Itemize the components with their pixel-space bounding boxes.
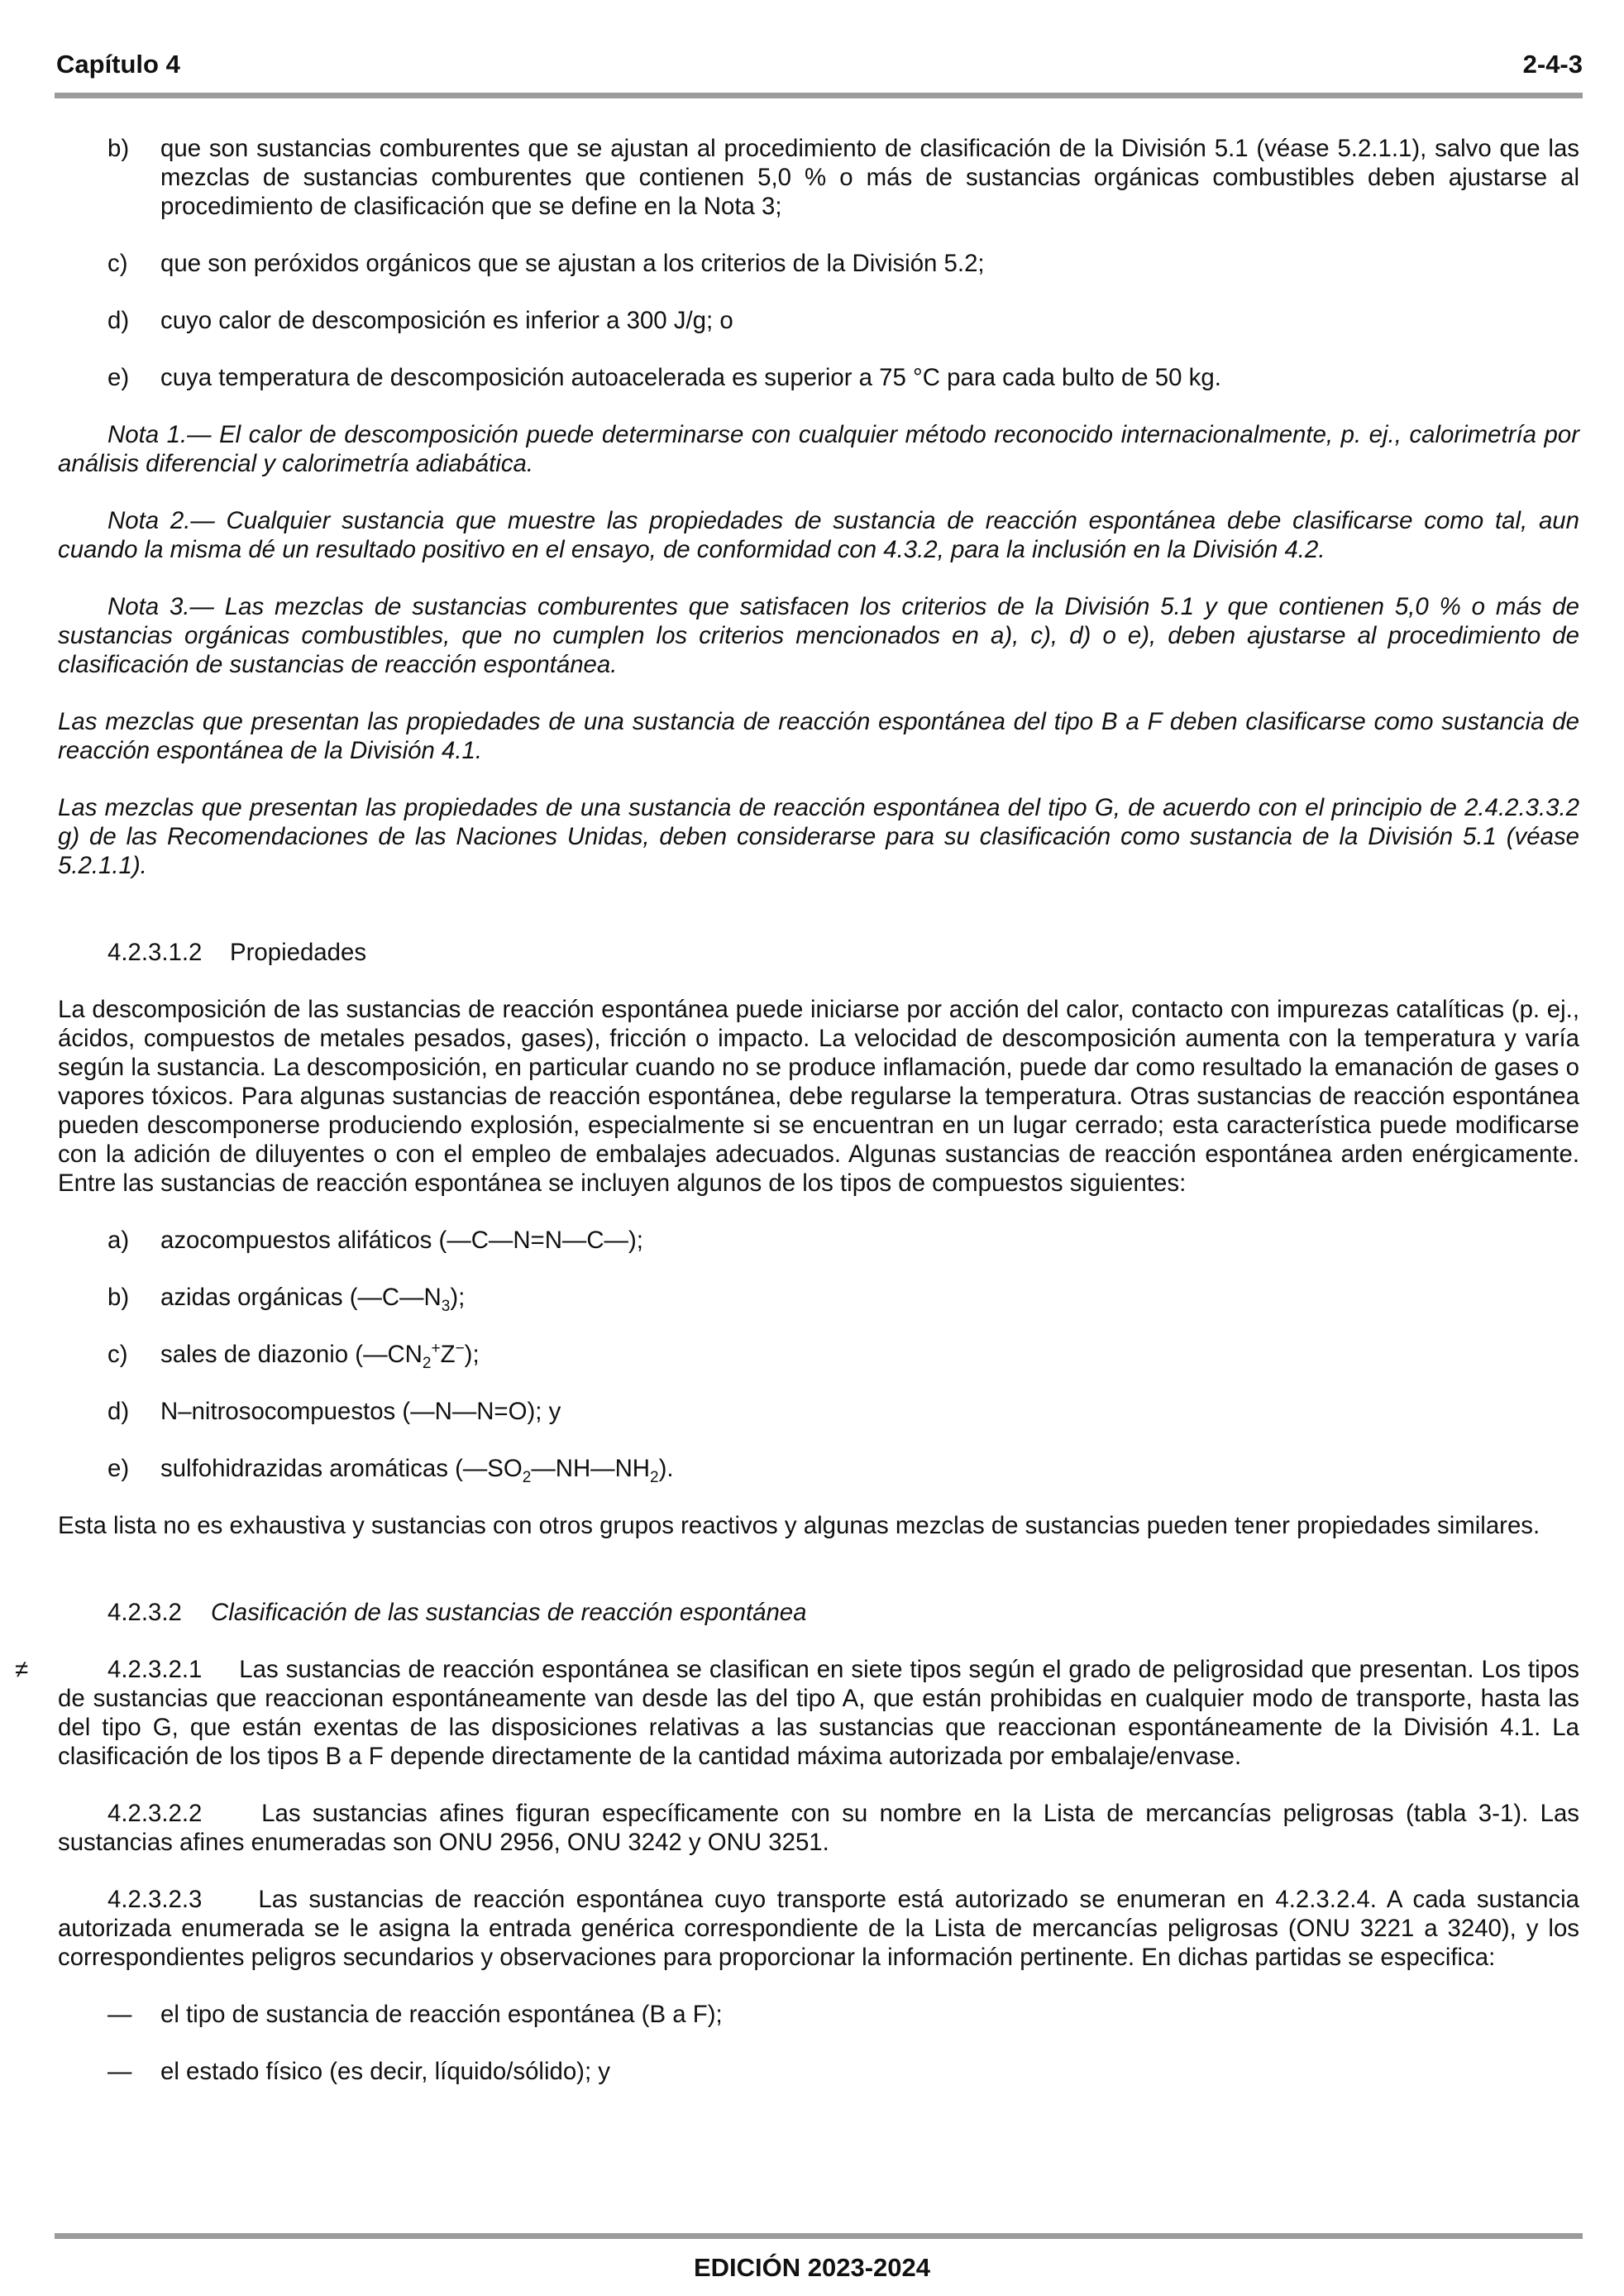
paragraph-number: 4.2.3.2.2 [107,1800,203,1827]
list-text: que son sustancias comburentes que se ajustan al procedimiento de clasificación de la División 5.1 (véase 5.2.1.1), salvo que las mezclas de sustancias comburentes que contienen 5,0 % o más de sustancias orgánicas combustibles deben ajustarse al procedimiento de clasificación que se define en la Nota 3; [160,135,1579,220]
compound-item [58,1397,1579,1426]
section-heading-4-2-3-2 [58,1598,1579,1627]
list-label: a) [107,1227,130,1254]
edition-footer: EDICIÓN 2023-2024 [693,2253,931,2282]
section-title: Propiedades [230,939,367,966]
list-text: cuyo calor de descomposición es inferior a 300 J/g; o [160,307,733,334]
list-label: d) [107,1398,130,1425]
list-label: d) [107,307,130,334]
paragraph-body [58,1655,1579,1771]
compound-item [58,1340,1579,1372]
dash-label: — [107,2058,132,2085]
section-title: Clasificación de las sustancias de reacción espontánea [211,1599,807,1626]
page-header [56,50,1583,79]
list-label: e) [107,1455,130,1482]
compound-text: azidas orgánicas $(—C—N_3)$; [160,1284,466,1315]
dash-label: — [107,2001,132,2028]
list-label: c) [107,1341,128,1368]
list-label: b) [107,1284,130,1311]
paragraph-text: Las sustancias de reacción espontánea se clasifican en siete tipos según el grado de peligrosidad que presentan. Los tipos de sustancias que reaccionan espontáneamente van desde las del tipo A, que están prohibidas en cualquier modo de transporte, hasta las del tipo G, que están exentas de las disposiciones relativas a las sustancias que reaccionan espontáneamente de la División 4.1. La clasificación de los tipos B a F depende directamente de la cantidad máxima autorizada por embalaje/envase. [58,1656,1579,1770]
list-note-paragraph: Esta lista no es exhaustiva y sustancias con otros grupos reactivos y algunas mezclas de sustancias pueden tener propiedades similares. [58,1512,1540,1539]
dash-text: el tipo de sustancia de reacción espontánea (B a F); [160,2001,723,2028]
note-3: Nota 3.— Las mezclas de sustancias comburentes que satisfacen los criterios de la División 5.1 y que contienen 5,0 % o más de sustancias orgánicas combustibles, que no cumplen los criterios mencionados en a), c), d) o e), deben ajustarse al procedimiento de clasificación de sustancias de reacción espontánea. [58,593,1579,678]
paragraph-number: 4.2.3.2.1 [107,1656,203,1683]
paragraph-text: Las sustancias de reacción espontánea cuyo transporte está autorizado se enumeran en 4.2.3.2.4. A cada sustancia autorizada enumerada se le asigna la entrada genérica correspondiente de la Lista de mercancías peligrosas (ONU 3221 a 3240), y los correspondientes peligros secundarios y observaciones para proporcionar la información pertinente. En dichas partidas se especifica: [58,1886,1579,1971]
chapter-title: Capítulo 4 [56,50,180,79]
note-2: Nota 2.— Cualquier sustancia que muestre las propiedades de sustancia de reacción espontánea debe clasificarse como tal, aun cuando la misma dé un resultado positivo en el ensayo, de conformidad con 4.3.2, para la inclusión en la División 4.2. [58,507,1579,563]
compound-text: azocompuestos alifáticos (—C—N=N—C—); [160,1227,643,1254]
italic-paragraph: Las mezclas que presentan las propiedades de una sustancia de reacción espontánea del tipo B a F deben clasificarse como sustancia de reacción espontánea de la División 4.1. [58,708,1579,764]
paragraph-4-2-3-2-1 [15,1655,1579,1771]
compound-text: N–nitrosocompuestos (—N—N=O); y [160,1398,561,1425]
note-1: Nota 1.— El calor de descomposición puede determinarse con cualquier método reconocido internacionalmente, p. ej., calorimetría por análisis diferencial y calorimetría adiabática. [58,421,1579,477]
properties-paragraph: La descomposición de las sustancias de reacción espontánea puede iniciarse por acción del calor, contacto con impurezas catalíticas (p. ej., ácidos, compuestos de metales pesados, gases), fricción o impacto. La velocidad de descomposición aumenta con la temperatura y varía según la sustancia. La descomposición, en particular cuando no se produce inflamación, puede dar como resultado la emanación de gases o vapores tóxicos. Para algunas sustancias de reacción espontánea, debe regularse la temperatura. Otras sustancias de reacción espontánea pueden descomponerse produciendo explosión, especialmente si se encuentran en un lugar cerrado; esta característica puede modificarse con la adición de diluyentes o con el empleo de embalajes adecuados. Algunas sustancias de reacción espontánea arden enérgicamente. Entre las sustancias de reacción espontánea se incluyen algunos de los tipos de compuestos siguientes: [58,996,1579,1197]
footer-rule [55,2233,1583,2239]
paragraph-text: Las sustancias afines figuran específicamente con su nombre en la Lista de mercancías peligrosas (tabla 3-1). Las sustancias afines enumeradas son ONU 2956, ONU 3242 y ONU 3251. [58,1800,1579,1856]
list-item [58,363,1579,392]
paragraph-4-2-3-2-2 [58,1799,1579,1857]
list-text: que son peróxidos orgánicos que se ajustan a los criterios de la División 5.2; [160,250,985,277]
list-item [58,134,1579,221]
paragraph-number: 4.2.3.2.3 [107,1886,203,1913]
page-number: 2-4-3 [1522,50,1583,79]
compound-item [58,1226,1579,1255]
list-label: e) [107,364,130,391]
list-label: b) [107,135,130,162]
compound-text: sales de diazonio $(—CN_2^+Z^-)$; [160,1340,480,1372]
compound-item [58,1454,1579,1486]
page-content [15,134,1579,2114]
dash-item [58,2057,1579,2086]
compound-text: sulfohidrazidas aromáticas $(—SO_2—NH—NH_2)$. [160,1455,674,1486]
paragraph-4-2-3-2-3 [58,1885,1579,1972]
change-mark: ≠ [15,1656,29,1683]
section-number: 4.2.3.1.2 [107,939,203,966]
italic-paragraph: Las mezclas que presentan las propiedades de una sustancia de reacción espontánea del tipo G, de acuerdo con el principio de 2.4.2.3.3.2 g) de las Recomendaciones de las Naciones Unidas, deben considerarse para su clasificación como sustancia de la División 5.1 (véase 5.2.1.1). [58,794,1579,879]
list-item [58,249,1579,278]
dash-text: el estado físico (es decir, líquido/sólido); y [160,2058,610,2085]
section-number: 4.2.3.2 [107,1599,182,1626]
list-text: cuya temperatura de descomposición autoacelerada es superior a 75 °C para cada bulto de 50 kg. [160,364,1221,391]
section-heading-4-2-3-1-2 [58,938,1579,967]
header-rule [55,93,1583,98]
list-item [58,306,1579,335]
dash-item [58,2000,1579,2029]
list-label: c) [107,250,128,277]
compound-item [58,1283,1579,1315]
